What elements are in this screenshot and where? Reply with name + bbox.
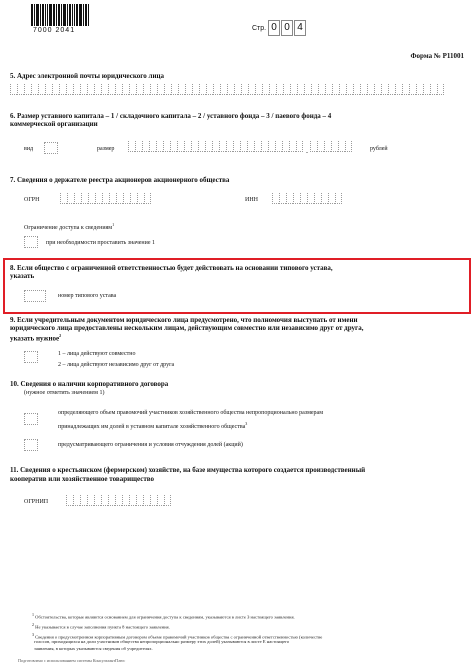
char-cell[interactable] bbox=[115, 495, 122, 506]
char-cell[interactable] bbox=[381, 84, 388, 95]
char-cell[interactable] bbox=[191, 141, 198, 152]
char-cell[interactable] bbox=[272, 193, 279, 204]
page-digit-3: 4 bbox=[294, 20, 306, 36]
char-cell[interactable] bbox=[67, 193, 74, 204]
char-cell[interactable] bbox=[149, 141, 156, 152]
email-field[interactable] bbox=[10, 84, 444, 95]
char-cell[interactable] bbox=[254, 141, 261, 152]
char-cell[interactable] bbox=[178, 84, 185, 95]
decimal-dot: . bbox=[306, 146, 308, 155]
barcode-number: 7000 2041 bbox=[33, 27, 76, 34]
page-digit-2: 0 bbox=[281, 20, 293, 36]
char-cell[interactable] bbox=[115, 84, 122, 95]
char-cell[interactable] bbox=[137, 193, 144, 204]
s6-title-line1: 6. Размер уставного капитала – 1 / складочного капитала – 2 / уставного фонда – 3 / паевого фонда – 4 bbox=[10, 112, 332, 120]
s8-title-line1: 8. Если общество с ограниченной ответственностью будет действовать на основании типового устава, bbox=[10, 264, 333, 272]
char-cell[interactable] bbox=[73, 84, 80, 95]
model-charter-field[interactable] bbox=[24, 290, 46, 302]
s9-footnote-ref: 2 bbox=[59, 333, 62, 338]
char-cell[interactable] bbox=[164, 84, 171, 95]
char-cell[interactable] bbox=[122, 84, 129, 95]
char-cell[interactable] bbox=[109, 193, 116, 204]
char-cell[interactable] bbox=[87, 84, 94, 95]
char-cell[interactable] bbox=[331, 141, 338, 152]
char-cell[interactable] bbox=[185, 84, 192, 95]
char-cell[interactable] bbox=[128, 141, 135, 152]
inn-label: ИНН bbox=[245, 197, 258, 203]
char-cell[interactable] bbox=[286, 193, 293, 204]
access-footnote-ref: 1 bbox=[112, 222, 115, 227]
char-cell[interactable] bbox=[170, 141, 177, 152]
char-cell[interactable] bbox=[220, 84, 227, 95]
char-cell[interactable] bbox=[177, 141, 184, 152]
char-cell[interactable] bbox=[66, 84, 73, 95]
char-cell[interactable] bbox=[88, 193, 95, 204]
char-cell[interactable] bbox=[283, 84, 290, 95]
char-cell[interactable] bbox=[247, 141, 254, 152]
char-cell[interactable] bbox=[205, 141, 212, 152]
char-cell[interactable] bbox=[353, 84, 360, 95]
capital-type-field[interactable] bbox=[44, 142, 58, 154]
s9-title-line3 bbox=[10, 332, 61, 342]
s9-title-line1: 9. Если учредительным документом юридического лица предусмотрено, что полномочия выступать от имени bbox=[10, 316, 358, 324]
char-cell[interactable] bbox=[156, 141, 163, 152]
ogrn-field[interactable] bbox=[60, 193, 151, 204]
page-digit-1: 0 bbox=[268, 20, 280, 36]
char-cell[interactable] bbox=[335, 193, 342, 204]
char-cell[interactable] bbox=[66, 495, 73, 506]
char-cell[interactable] bbox=[314, 193, 321, 204]
char-cell[interactable] bbox=[122, 495, 129, 506]
s6-title-line2: коммерческой организации bbox=[10, 120, 98, 128]
char-cell[interactable] bbox=[339, 84, 346, 95]
char-cell[interactable] bbox=[293, 193, 300, 204]
char-cell[interactable] bbox=[163, 141, 170, 152]
s10-opt1-line2-text: принадлежащих им долей в уставном капитале хозяйственного общества bbox=[58, 424, 246, 430]
s9-title-line2: юридического лица предоставлены нескольким лицам, действующим совместно или независимо друг от друга, bbox=[10, 324, 364, 332]
char-cell[interactable] bbox=[150, 495, 157, 506]
char-cell[interactable] bbox=[143, 495, 150, 506]
model-charter-label: номер типового устава bbox=[58, 293, 117, 299]
char-cell[interactable] bbox=[226, 141, 233, 152]
char-cell[interactable] bbox=[282, 141, 289, 152]
char-cell[interactable] bbox=[130, 193, 137, 204]
footnote-2 bbox=[32, 622, 170, 631]
s11-title-line1: 11. Сведения о крестьянском (фермерском) хозяйстве, на базе имущества которого создается производственный bbox=[10, 466, 366, 474]
char-cell[interactable] bbox=[199, 84, 206, 95]
char-cell[interactable] bbox=[321, 193, 328, 204]
char-cell[interactable] bbox=[206, 84, 213, 95]
barcode bbox=[31, 4, 91, 26]
char-cell[interactable] bbox=[374, 84, 381, 95]
char-cell[interactable] bbox=[74, 193, 81, 204]
char-cell[interactable] bbox=[338, 141, 345, 152]
char-cell[interactable] bbox=[213, 84, 220, 95]
char-cell[interactable] bbox=[108, 495, 115, 506]
char-cell[interactable] bbox=[296, 141, 303, 152]
char-cell[interactable] bbox=[143, 84, 150, 95]
char-cell[interactable] bbox=[136, 84, 143, 95]
char-cell[interactable] bbox=[17, 84, 24, 95]
char-cell[interactable] bbox=[276, 84, 283, 95]
char-cell[interactable] bbox=[59, 84, 66, 95]
ogrnip-field[interactable] bbox=[66, 495, 171, 506]
prepared-note: Подготовлено с использованием системы КонсультантПлюс bbox=[18, 658, 126, 663]
access-restriction-field[interactable] bbox=[24, 236, 38, 248]
access-label-text: Ограничение доступа к сведениям bbox=[24, 225, 113, 231]
char-cell[interactable] bbox=[24, 84, 31, 95]
char-cell[interactable] bbox=[423, 84, 430, 95]
s10-hint: (нужное отметить значением 1) bbox=[24, 390, 105, 396]
page-label: Стр. bbox=[252, 25, 267, 32]
char-cell[interactable] bbox=[328, 193, 335, 204]
char-cell[interactable] bbox=[409, 84, 416, 95]
corporate-agreement-shares-field[interactable] bbox=[24, 413, 38, 425]
access-label bbox=[24, 221, 114, 232]
char-cell[interactable] bbox=[233, 141, 240, 152]
authority-mode-field[interactable] bbox=[24, 351, 38, 363]
char-cell[interactable] bbox=[345, 141, 352, 152]
char-cell[interactable] bbox=[38, 84, 45, 95]
char-cell[interactable] bbox=[102, 193, 109, 204]
footnote-1 bbox=[32, 612, 295, 621]
ogrn-label: ОГРН bbox=[24, 197, 40, 203]
char-cell[interactable] bbox=[289, 141, 296, 152]
s8-title-line2: указать bbox=[10, 272, 35, 280]
char-cell[interactable] bbox=[157, 84, 164, 95]
char-cell[interactable] bbox=[388, 84, 395, 95]
char-cell[interactable] bbox=[269, 84, 276, 95]
char-cell[interactable] bbox=[95, 193, 102, 204]
char-cell[interactable] bbox=[310, 141, 317, 152]
char-cell[interactable] bbox=[94, 84, 101, 95]
char-cell[interactable] bbox=[60, 193, 67, 204]
s7-title: 7. Сведения о держателе реестра акционеров акционерного общества bbox=[10, 176, 230, 184]
char-cell[interactable] bbox=[150, 84, 157, 95]
footnote-2-text: Не указывается в случае заполнения пункта 8 настоящего заявления. bbox=[35, 624, 170, 630]
char-cell[interactable] bbox=[248, 84, 255, 95]
char-cell[interactable] bbox=[227, 84, 234, 95]
char-cell[interactable] bbox=[262, 84, 269, 95]
char-cell[interactable] bbox=[275, 141, 282, 152]
access-hint: при необходимости проставить значение 1 bbox=[46, 240, 155, 246]
form-number: Форма № Р11001 bbox=[410, 52, 464, 60]
s10-opt2: предусматривающего ограничения и условия отчуждения долей (акций) bbox=[58, 442, 243, 448]
footnote-3-line2: голосов, приходящихся на доли участников общества непропорционально размеру этих долей) указываются в листе Е настоящего bbox=[34, 639, 290, 644]
rubl-label: рублей bbox=[370, 146, 388, 152]
char-cell[interactable] bbox=[300, 193, 307, 204]
char-cell[interactable] bbox=[430, 84, 437, 95]
s9-option2: 2 – лица действуют независимо друг от друга bbox=[58, 362, 175, 368]
s9-title-line3-text: указать нужное bbox=[10, 334, 60, 343]
s9-option1: 1 – лица действуют совместно bbox=[58, 351, 136, 357]
footnote-1-num: 1 bbox=[32, 612, 34, 617]
char-cell[interactable] bbox=[192, 84, 199, 95]
char-cell[interactable] bbox=[279, 193, 286, 204]
capital-kopecks-field[interactable] bbox=[310, 141, 352, 152]
char-cell[interactable] bbox=[212, 141, 219, 152]
char-cell[interactable] bbox=[164, 495, 171, 506]
char-cell[interactable] bbox=[255, 84, 262, 95]
char-cell[interactable] bbox=[129, 495, 136, 506]
char-cell[interactable] bbox=[395, 84, 402, 95]
char-cell[interactable] bbox=[136, 495, 143, 506]
char-cell[interactable] bbox=[184, 141, 191, 152]
char-cell[interactable] bbox=[157, 495, 164, 506]
s10-opt1-line1: определяющего объем правомочий участников хозяйственного общества непропорционально размерам bbox=[58, 410, 324, 416]
char-cell[interactable] bbox=[402, 84, 409, 95]
char-cell[interactable] bbox=[240, 141, 247, 152]
char-cell[interactable] bbox=[318, 84, 325, 95]
char-cell[interactable] bbox=[73, 495, 80, 506]
char-cell[interactable] bbox=[367, 84, 374, 95]
char-cell[interactable] bbox=[346, 84, 353, 95]
char-cell[interactable] bbox=[94, 495, 101, 506]
char-cell[interactable] bbox=[360, 84, 367, 95]
char-cell[interactable] bbox=[325, 84, 332, 95]
razmer-label: размер bbox=[97, 146, 115, 152]
char-cell[interactable] bbox=[290, 84, 297, 95]
char-cell[interactable] bbox=[304, 84, 311, 95]
char-cell[interactable] bbox=[10, 84, 17, 95]
s10-opt1-line2 bbox=[58, 420, 247, 431]
char-cell[interactable] bbox=[129, 84, 136, 95]
char-cell[interactable] bbox=[135, 141, 142, 152]
char-cell[interactable] bbox=[87, 495, 94, 506]
char-cell[interactable] bbox=[198, 141, 205, 152]
s11-title-line2: кооператив или хозяйственное товарищество bbox=[10, 475, 155, 483]
char-cell[interactable] bbox=[234, 84, 241, 95]
capital-amount-field[interactable] bbox=[128, 141, 303, 152]
char-cell[interactable] bbox=[144, 193, 151, 204]
char-cell[interactable] bbox=[311, 84, 318, 95]
char-cell[interactable] bbox=[101, 84, 108, 95]
char-cell[interactable] bbox=[52, 84, 59, 95]
char-cell[interactable] bbox=[31, 84, 38, 95]
char-cell[interactable] bbox=[116, 193, 123, 204]
footnote-3-line3: заявления, в которых указываются сведения об учредителях. bbox=[34, 646, 153, 651]
vid-label: вид bbox=[24, 146, 34, 152]
ogrnip-label: ОГРНИП bbox=[24, 499, 49, 505]
footnote-3-num: 3 bbox=[32, 632, 34, 637]
char-cell[interactable] bbox=[437, 84, 444, 95]
corporate-agreement-restrictions-field[interactable] bbox=[24, 439, 38, 451]
char-cell[interactable] bbox=[241, 84, 248, 95]
char-cell[interactable] bbox=[101, 495, 108, 506]
char-cell[interactable] bbox=[261, 141, 268, 152]
char-cell[interactable] bbox=[268, 141, 275, 152]
s10-title: 10. Сведения о наличии корпоративного договора bbox=[10, 380, 169, 388]
char-cell[interactable] bbox=[332, 84, 339, 95]
s10-footnote-ref: 3 bbox=[245, 421, 248, 426]
footnote-2-num: 2 bbox=[32, 622, 34, 627]
char-cell[interactable] bbox=[297, 84, 304, 95]
char-cell[interactable] bbox=[142, 141, 149, 152]
char-cell[interactable] bbox=[219, 141, 226, 152]
char-cell[interactable] bbox=[45, 84, 52, 95]
char-cell[interactable] bbox=[324, 141, 331, 152]
char-cell[interactable] bbox=[80, 84, 87, 95]
char-cell[interactable] bbox=[416, 84, 423, 95]
char-cell[interactable] bbox=[123, 193, 130, 204]
footnote-1-text: Обстоятельства, которые являются основанием для ограничения доступа к сведениям, указываются в листе З настоящего заявления. bbox=[35, 614, 295, 620]
footnote-3-line1: Сведения о предусмотренном корпоративным договором объеме правомочий участников общества с ограниченной ответственностью (количестве bbox=[35, 634, 323, 640]
char-cell[interactable] bbox=[171, 84, 178, 95]
char-cell[interactable] bbox=[81, 193, 88, 204]
char-cell[interactable] bbox=[307, 193, 314, 204]
char-cell[interactable] bbox=[317, 141, 324, 152]
s5-title: 5. Адрес электронной почты юридического лица bbox=[10, 72, 165, 80]
inn-field[interactable] bbox=[272, 193, 342, 204]
char-cell[interactable] bbox=[108, 84, 115, 95]
char-cell[interactable] bbox=[80, 495, 87, 506]
